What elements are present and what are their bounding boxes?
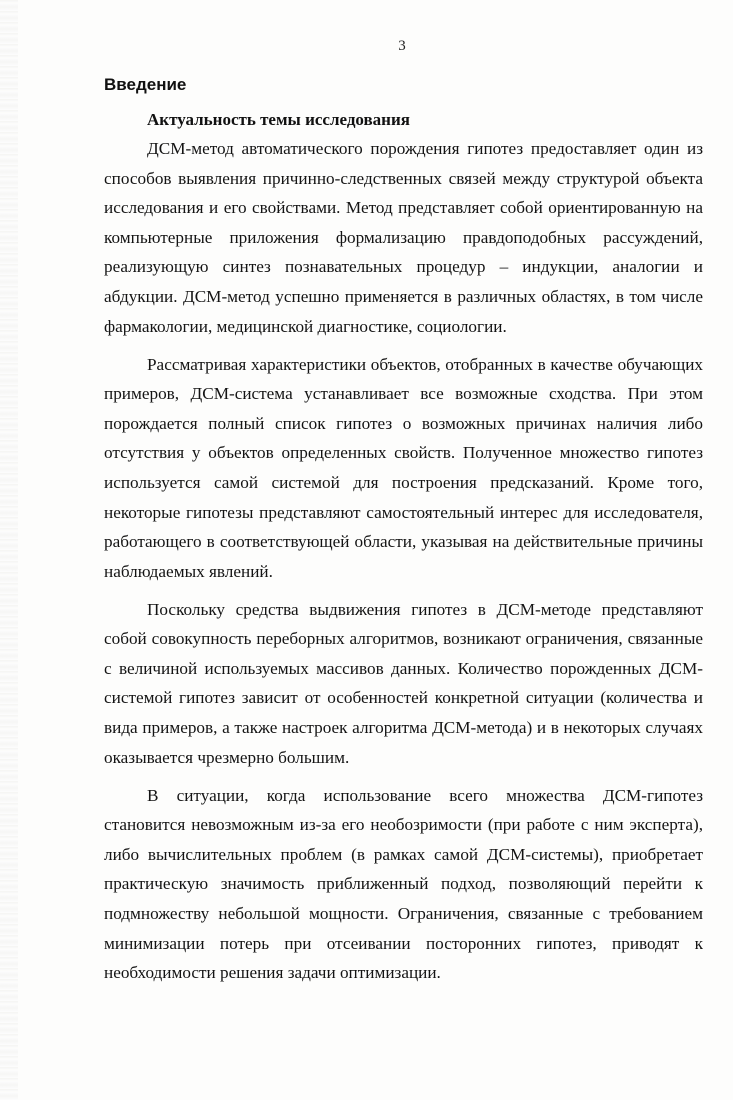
subsection-title: Актуальность темы исследования	[147, 110, 410, 129]
paragraph-4: В ситуации, когда использование всего множества ДСМ-гипотез становится невозможным из-за его необозримости (при работе с ним эксперта), либо вычислительных проблем (в рамках самой ДСМ-системы), приобретает практическую значимость приближенный подход, позволяющий перейти к подмножеству небольшой мощности. Ограничения, связанные с требованием минимизации потерь при отсеивании посторонних гипотез, приводят к необходимости решения задачи оптимизации.	[104, 785, 703, 983]
page-number: 3	[398, 38, 406, 54]
paragraph-1: ДСМ-метод автоматического порождения гипотез предоставляет один из способов выявления причинно-следственных связей между структурой объекта исследования и его свойствами. Метод представляет собой ориентированную на компьютерные приложения формализацию правдоподобных рассуждений, реализующую синтез познавательных процедур – индукции, аналогии и абдукции. ДСМ-метод успешно применяется в различных областях, в том числе фармакологии, медицинской диагностике, социологии.	[104, 139, 703, 336]
paragraph-2: Рассматривая характеристики объектов, отобранных в качестве обучающих примеров, ДСМ-система устанавливает все возможные сходства. При этом порождается полный список гипотез о возможных причинах наличия либо отсутствия у объектов определенных свойств. Полученное множество гипотез используется самой системой для построения предсказаний. Кроме того, некоторые гипотезы представляют самостоятельный интерес для исследователя, работающего в соответствующей области, указывая на действительные причины наблюдаемых явлений.	[104, 354, 703, 581]
section-title: Введение	[104, 75, 187, 94]
scan-edge-noise	[0, 0, 18, 1100]
paragraph-3: Поскольку средства выдвижения гипотез в ДСМ-методе представляют собой совокупность переборных алгоритмов, возникают ограничения, связанные с величиной используемых массивов данных. Количество порожденных ДСМ-системой гипотез зависит от особенностей конкретной ситуации (количества и вида примеров, а также настроек алгоритма ДСМ-метода) и в некоторых случаях оказывается чрезмерно большим.	[104, 599, 703, 767]
body-text	[104, 134, 703, 988]
